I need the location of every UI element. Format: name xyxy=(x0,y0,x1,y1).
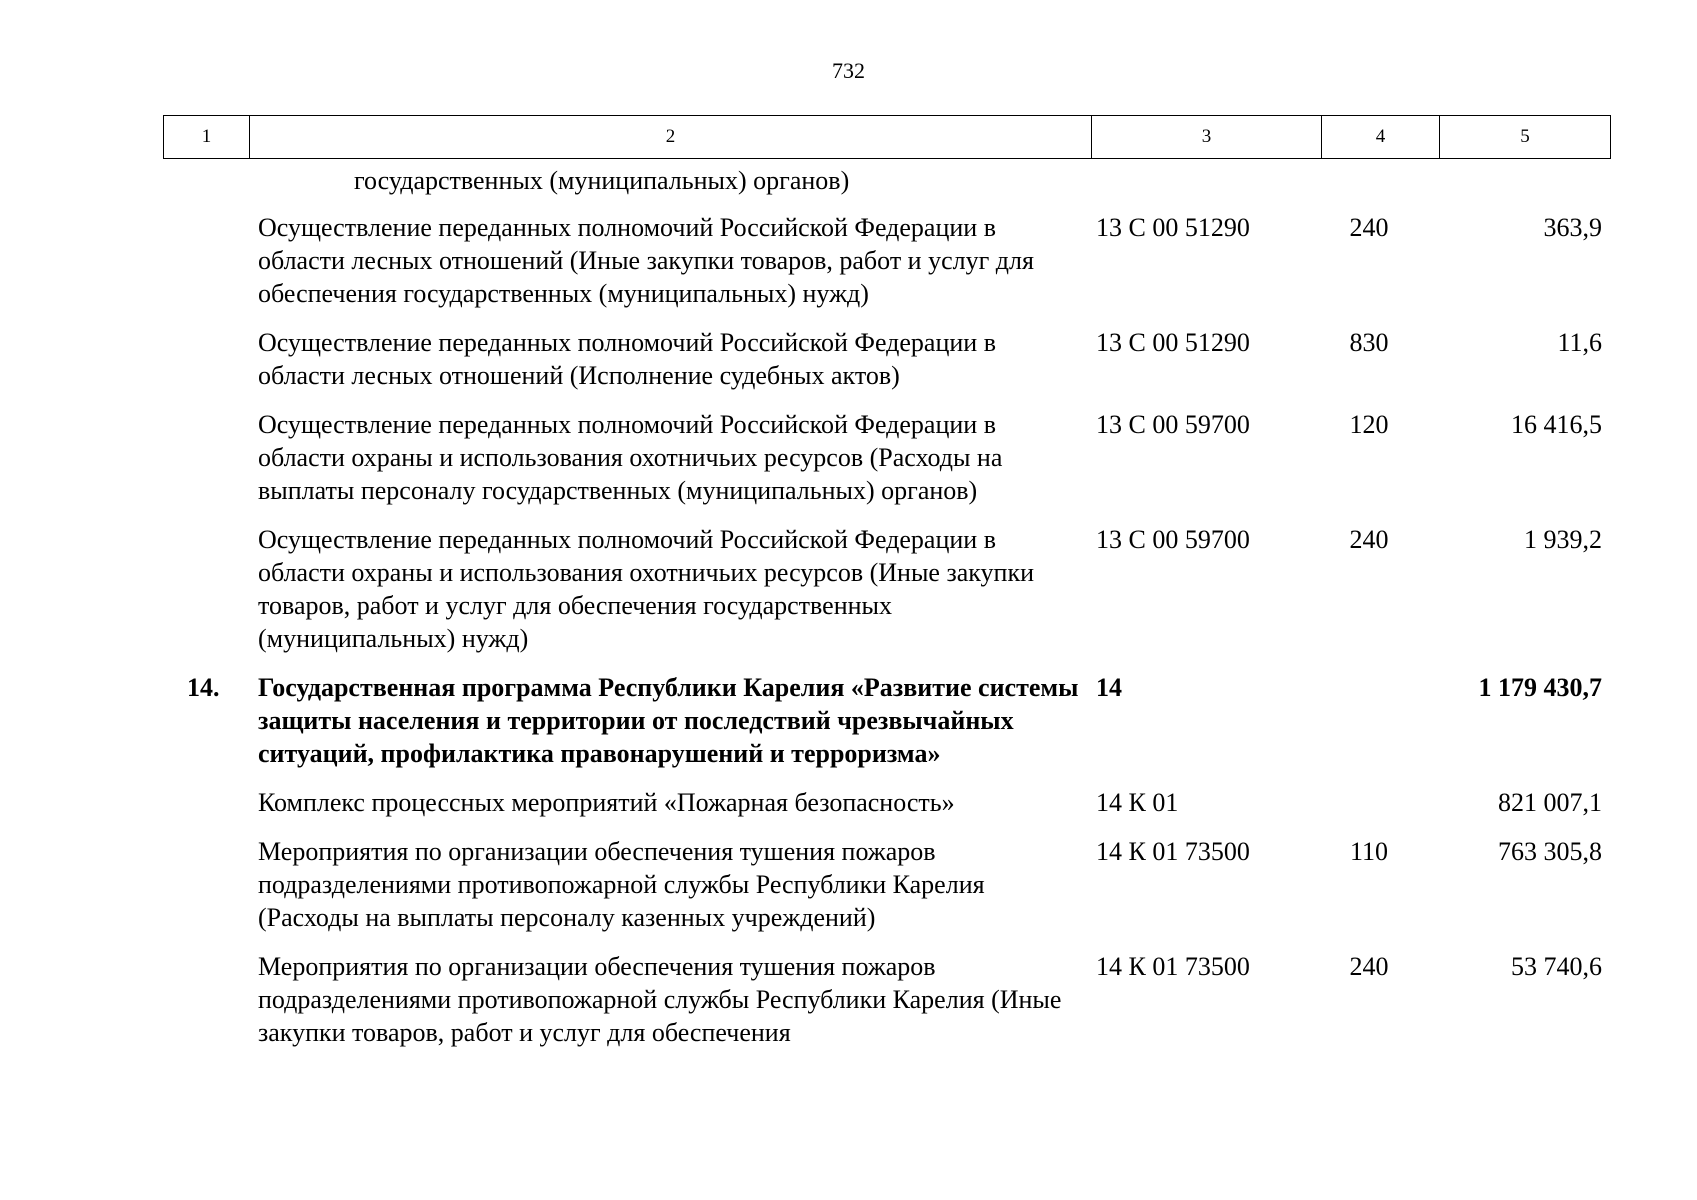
row-amount: 763 305,8 xyxy=(1498,837,1602,866)
row-code xyxy=(1080,164,1310,197)
column-header-1: 1 xyxy=(164,116,250,159)
column-header-5: 5 xyxy=(1440,116,1611,159)
row-amount: 16 416,5 xyxy=(1511,410,1602,439)
row-number xyxy=(163,211,258,310)
row-amount: 821 007,1 xyxy=(1498,788,1602,817)
column-header-table xyxy=(163,115,1611,159)
row-description: Мероприятия по организации обеспечения тушения пожаров подразделениями противопожарной службы Республики Карелия (Расходы на выплаты персоналу казенных учреждений) xyxy=(258,837,985,932)
row-number xyxy=(163,835,258,934)
row-description: Осуществление переданных полномочий Российской Федерации в области лесных отношений (Иные закупки товаров, работ и услуг для обеспечения государственных (муниципальных) нужд) xyxy=(258,213,1034,308)
program-title: Государственная программа Республики Карелия «Развитие системы защиты населения и территории от последствий чрезвычайных ситуаций, профилактика правонарушений и терроризма» xyxy=(258,673,1079,768)
row-expense-type: 110 xyxy=(1349,837,1389,866)
table-row xyxy=(163,408,1610,507)
column-header-4: 4 xyxy=(1322,116,1440,159)
row-expense-type: 240 xyxy=(1349,213,1389,242)
table-row xyxy=(163,523,1610,655)
program-row xyxy=(163,671,1610,770)
row-expense-type: 830 xyxy=(1349,328,1389,357)
row-code: 14 К 01 73500 xyxy=(1096,952,1250,981)
row-amount: 53 740,6 xyxy=(1511,952,1602,981)
row-description: государственных (муниципальных) органов) xyxy=(354,166,850,195)
program-code: 14 xyxy=(1096,673,1122,702)
row-number xyxy=(163,326,258,392)
table-row xyxy=(163,164,1610,197)
table-row xyxy=(163,950,1610,1049)
table-row xyxy=(163,326,1610,392)
row-code: 14 К 01 73500 xyxy=(1096,837,1250,866)
row-code: 13 С 00 51290 xyxy=(1096,328,1250,357)
table-row xyxy=(163,786,1610,819)
row-expense-type xyxy=(1310,786,1428,819)
column-header-2: 2 xyxy=(250,116,1092,159)
program-amount: 1 179 430,7 xyxy=(1478,673,1602,702)
row-code: 14 К 01 xyxy=(1096,788,1179,817)
row-description: Осуществление переданных полномочий Российской Федерации в области охраны и использования охотничьих ресурсов (Расходы на выплаты персоналу государственных (муниципальных) органов) xyxy=(258,410,1003,505)
column-header-3: 3 xyxy=(1092,116,1322,159)
row-code: 13 С 00 51290 xyxy=(1096,213,1250,242)
row-expense-type: 240 xyxy=(1349,952,1389,981)
row-number xyxy=(163,408,258,507)
row-code: 13 С 00 59700 xyxy=(1096,410,1250,439)
program-number: 14. xyxy=(187,673,220,702)
row-description: Комплекс процессных мероприятий «Пожарная безопасность» xyxy=(258,788,955,817)
row-description: Осуществление переданных полномочий Российской Федерации в области охраны и использования охотничьих ресурсов (Иные закупки товаров, работ и услуг для обеспечения государственных (муниципальных) нужд) xyxy=(258,525,1034,653)
row-number xyxy=(163,523,258,655)
table-row xyxy=(163,835,1610,934)
budget-rows xyxy=(163,164,1610,1065)
row-number xyxy=(163,786,258,819)
row-number xyxy=(163,164,258,197)
row-description: Мероприятия по организации обеспечения тушения пожаров подразделениями противопожарной службы Республики Карелия (Иные закупки товаров, работ и услуг для обеспечения xyxy=(258,952,1062,1047)
row-number xyxy=(163,950,258,1049)
row-amount xyxy=(1428,164,1610,197)
table-row xyxy=(163,211,1610,310)
column-header-row xyxy=(164,116,1611,159)
row-description: Осуществление переданных полномочий Российской Федерации в области лесных отношений (Исполнение судебных актов) xyxy=(258,328,996,390)
row-expense-type xyxy=(1310,164,1428,197)
row-amount: 11,6 xyxy=(1557,328,1602,357)
row-amount: 1 939,2 xyxy=(1524,525,1602,554)
row-amount: 363,9 xyxy=(1543,213,1602,242)
row-code: 13 С 00 59700 xyxy=(1096,525,1250,554)
row-expense-type: 240 xyxy=(1349,525,1389,554)
row-expense-type: 120 xyxy=(1349,410,1389,439)
program-expense-type xyxy=(1310,671,1428,770)
page-number: 732 xyxy=(832,58,865,83)
